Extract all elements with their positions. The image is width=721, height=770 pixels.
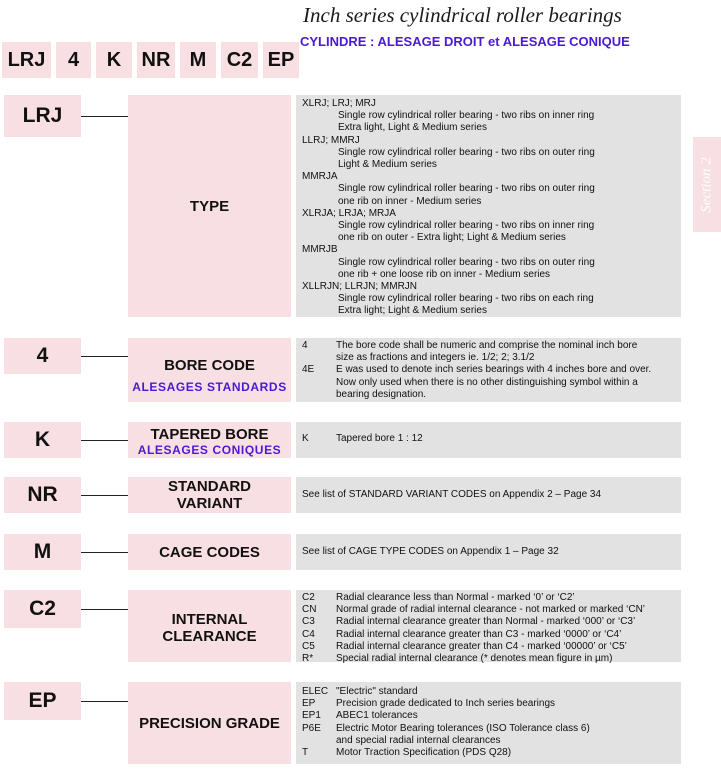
desc-value: Tapered bore 1 : 12 bbox=[336, 433, 423, 444]
desc-key: C4 bbox=[302, 628, 315, 640]
desc-line: one rib on outer - Extra light; Light & Medium series bbox=[338, 232, 566, 244]
desc-item bbox=[302, 686, 677, 698]
desc-item bbox=[302, 433, 677, 445]
designation-code-clearance: C2 bbox=[221, 42, 258, 78]
row-description bbox=[296, 422, 681, 458]
desc-value: size as fractions and integers ie. 1/2; 2; 3.1/2 bbox=[336, 352, 535, 364]
desc-key: EP1 bbox=[302, 710, 321, 722]
desc-key: CN bbox=[302, 604, 317, 616]
page-subtitle: CYLINDRE : ALESAGE DROIT et ALESAGE CONIQUE bbox=[300, 34, 630, 49]
row-code: LRJ bbox=[4, 95, 81, 137]
desc-key bbox=[302, 735, 336, 747]
designation-code-type: LRJ bbox=[2, 42, 51, 78]
desc-item bbox=[302, 389, 677, 401]
row-label-line: INTERNAL bbox=[171, 611, 248, 628]
connector-line bbox=[81, 552, 128, 553]
desc-line: MMRJB bbox=[302, 244, 338, 256]
desc-value: Normal grade of radial internal clearance - not marked or marked ‘CN’ bbox=[336, 604, 646, 616]
page-title: Inch series cylindrical roller bearings bbox=[303, 3, 622, 27]
row-label bbox=[128, 534, 291, 570]
desc-item bbox=[302, 747, 677, 759]
desc-line: Light & Medium series bbox=[338, 159, 437, 171]
row-label-line: STANDARD bbox=[167, 478, 252, 495]
row-label-text: PRECISION GRADE bbox=[139, 714, 280, 732]
desc-item bbox=[302, 364, 677, 376]
desc-key: C3 bbox=[302, 616, 315, 628]
desc-item bbox=[302, 698, 677, 710]
row-code: C2 bbox=[4, 590, 81, 628]
designation-code-cage: M bbox=[180, 42, 216, 78]
desc-item bbox=[302, 340, 677, 352]
connector-line bbox=[81, 440, 128, 441]
desc-value: "Electric" standard bbox=[336, 686, 418, 697]
desc-line: Extra light, Light & Medium series bbox=[338, 122, 487, 134]
connector-line bbox=[81, 116, 128, 117]
designation-code-bore: 4 bbox=[56, 42, 91, 78]
desc-value: The bore code shall be numeric and comprise the nominal inch bore bbox=[336, 340, 638, 351]
row-code: M bbox=[4, 534, 81, 570]
desc-item bbox=[302, 710, 677, 722]
row-label-line: VARIANT bbox=[176, 495, 243, 512]
row-label-text: TAPERED BORE bbox=[150, 426, 269, 443]
desc-line: Single row cylindrical roller bearing - two ribs on outer ring bbox=[338, 256, 595, 268]
row-description bbox=[296, 338, 681, 402]
desc-line: Single row cylindrical roller bearing - two ribs on inner ring bbox=[338, 110, 595, 122]
desc-item bbox=[302, 352, 677, 364]
desc-line: LLRJ; MMRJ bbox=[302, 134, 360, 146]
desc-value: bearing designation. bbox=[336, 388, 427, 400]
row-label bbox=[128, 590, 291, 662]
section-tab-label: Section 2 bbox=[698, 156, 715, 213]
desc-item bbox=[302, 735, 677, 747]
row-label bbox=[128, 422, 291, 458]
desc-item bbox=[302, 723, 677, 735]
desc-item bbox=[302, 653, 677, 665]
desc-key: R* bbox=[302, 653, 314, 665]
desc-value: Radial internal clearance greater than C3 - marked ‘0000’ or ‘C4’ bbox=[336, 628, 622, 640]
row-description bbox=[296, 590, 681, 665]
desc-value: Now only used when there is no other distinguishing symbol within a bbox=[336, 376, 638, 388]
desc-key bbox=[302, 352, 336, 364]
row-label-line: CLEARANCE bbox=[162, 628, 257, 645]
desc-item bbox=[302, 377, 677, 389]
desc-line: Extra light; Light & Medium series bbox=[338, 305, 487, 317]
desc-key: C5 bbox=[302, 640, 315, 652]
row-description bbox=[296, 534, 681, 570]
appendix-reference: See list of CAGE TYPE CODES on Appendix 1 – Page 32 bbox=[302, 545, 559, 557]
row-description bbox=[296, 682, 681, 764]
section-tab bbox=[693, 137, 721, 232]
desc-value: Radial internal clearance greater than C4 - marked ‘00000’ or ‘C5’ bbox=[336, 640, 627, 652]
connector-line bbox=[81, 609, 128, 610]
desc-value: E was used to denote inch series bearings with 4 inches bore and over. bbox=[336, 364, 652, 376]
desc-key: 4 bbox=[302, 340, 308, 351]
desc-value: Electric Motor Bearing tolerances (ISO Tolerance class 6) bbox=[336, 722, 590, 734]
desc-key: K bbox=[302, 433, 309, 444]
desc-line: Single row cylindrical roller bearing - two ribs on inner ring bbox=[338, 220, 595, 232]
desc-line: XLRJA; LRJA; MRJA bbox=[302, 207, 396, 219]
row-label-text: TYPE bbox=[189, 197, 230, 215]
desc-key: ELEC bbox=[302, 686, 329, 697]
connector-line bbox=[81, 701, 128, 702]
connector-line bbox=[81, 495, 128, 496]
row-label bbox=[128, 338, 291, 402]
desc-key bbox=[302, 377, 336, 389]
desc-line: XLLRJN; LLRJN; MMRJN bbox=[302, 281, 418, 293]
row-label bbox=[128, 682, 291, 764]
row-label-text: BORE CODE bbox=[164, 356, 255, 374]
designation-code-tapered: K bbox=[96, 42, 132, 78]
designation-code-variant: NR bbox=[137, 42, 175, 78]
row-sublabel: ALESAGES CONIQUES bbox=[137, 443, 282, 457]
row-code: K bbox=[4, 422, 81, 458]
desc-item bbox=[302, 629, 677, 641]
desc-key: EP bbox=[302, 698, 316, 710]
desc-value: Radial clearance less than Normal - marked ‘0’ or ‘C2’ bbox=[336, 592, 575, 603]
row-code: 4 bbox=[4, 338, 81, 374]
row-sublabel: ALESAGES STANDARDS bbox=[132, 379, 287, 394]
row-label bbox=[128, 477, 291, 513]
desc-value: Radial internal clearance greater than Normal - marked ‘000’ or ‘C3’ bbox=[336, 616, 636, 628]
desc-item bbox=[302, 604, 677, 616]
row-label-text: CAGE CODES bbox=[159, 543, 260, 561]
appendix-reference: See list of STANDARD VARIANT CODES on Appendix 2 – Page 34 bbox=[302, 488, 602, 500]
desc-value: Special radial internal clearance (* denotes mean figure in µm) bbox=[336, 653, 613, 665]
designation-code-precision: EP bbox=[263, 42, 299, 78]
desc-value: Precision grade dedicated to Inch series bearings bbox=[336, 698, 556, 710]
desc-key: 4E bbox=[302, 364, 315, 376]
desc-line: one rib + one loose rib on inner - Medium series bbox=[338, 268, 551, 280]
desc-line: MMRJA bbox=[302, 171, 338, 183]
desc-line: Single row cylindrical roller bearing - two ribs on outer ring bbox=[338, 146, 595, 158]
row-description bbox=[296, 477, 681, 513]
desc-key: C2 bbox=[302, 592, 315, 603]
connector-line bbox=[81, 356, 128, 357]
desc-value: and special radial internal clearances bbox=[336, 734, 501, 746]
row-code: NR bbox=[4, 477, 81, 513]
desc-item bbox=[302, 592, 677, 604]
desc-line: XLRJ; LRJ; MRJ bbox=[302, 98, 376, 109]
desc-line: one rib on inner - Medium series bbox=[338, 195, 482, 207]
desc-value: Motor Traction Specification (PDS Q28) bbox=[336, 747, 512, 759]
desc-key: T bbox=[302, 747, 309, 759]
desc-item bbox=[302, 616, 677, 628]
desc-value: ABEC1 tolerances bbox=[336, 710, 418, 722]
desc-line: Single row cylindrical roller bearing - two ribs on each ring bbox=[338, 293, 594, 305]
row-code: EP bbox=[4, 682, 81, 720]
desc-line: Single row cylindrical roller bearing - two ribs on outer ring bbox=[338, 183, 595, 195]
row-label bbox=[128, 95, 291, 317]
desc-key bbox=[302, 389, 336, 401]
desc-key: P6E bbox=[302, 722, 321, 734]
desc-item bbox=[302, 641, 677, 653]
row-description bbox=[296, 95, 681, 317]
